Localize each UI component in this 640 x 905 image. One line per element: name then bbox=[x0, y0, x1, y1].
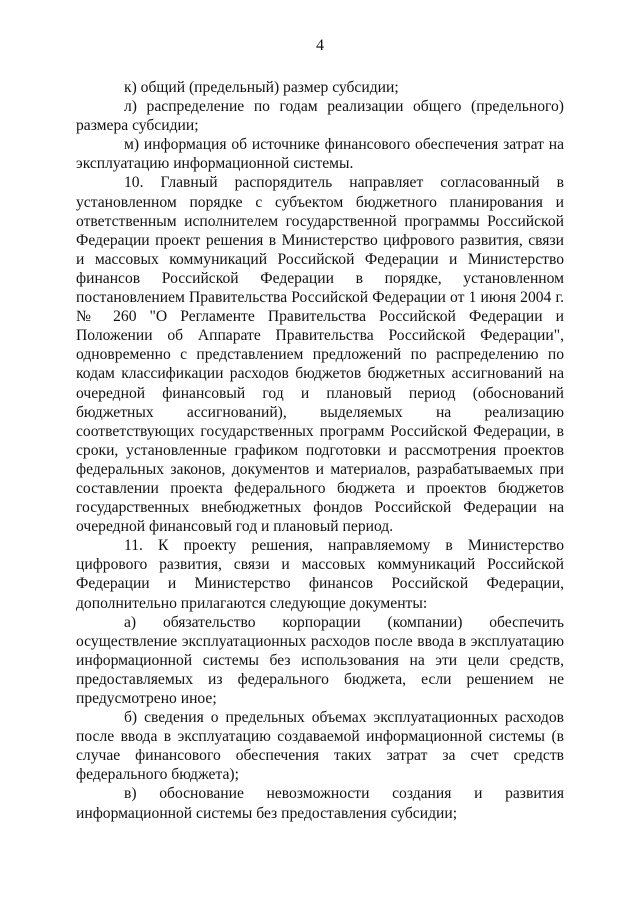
paragraph-l: л) распределение по годам реализации общего (предельного) размера субсидии; bbox=[76, 98, 564, 135]
page-number: 4 bbox=[316, 37, 324, 54]
paragraph-b: б) сведения о предельных объемах эксплуатационных расходов после ввода в эксплуатацию создаваемой информационной системы (в случае финансового обеспечения таких затрат за счет средств федерального бюджета); bbox=[76, 709, 564, 784]
paragraph-a: а) обязательство корпорации (компании) обеспечить осуществление эксплуатационных расходов после ввода в эксплуатацию информационной системы без использования на эти цели средств, предоставляемых из федерального бюджета, если решением не предусмотрено иное; bbox=[76, 613, 564, 707]
document-body bbox=[76, 78, 564, 823]
paragraph-m: м) информация об источнике финансового обеспечения затрат на эксплуатацию информационной системы. bbox=[76, 136, 564, 173]
paragraph-v: в) обоснование невозможности создания и развития информационной системы без предоставления субсидии; bbox=[76, 785, 564, 822]
paragraph-10: 10. Главный распорядитель направляет согласованный в установленном порядке с субъектом бюджетного планирования и ответственным исполнителем государственной программы Российской Федерации проект решения в Министерство цифрового развития, связи и массовых коммуникаций Российской Федерации и Министерство финансов Российской Федерации в порядке, установленном постановлением Правительства Российской Федерации от 1 июня 2004 г. № 260 "О Регламенте Правительства Российской Федерации и Положении об Аппарате Правительства Российской Федерации", одновременно с представлением предложений по распределению по кодам классификации расходов бюджетов бюджетных ассигнований на очередной финансовый год и плановый период (обоснований бюджетных ассигнований), выделяемых на реализацию соответствующих государственных программ Российской Федерации, в сроки, установленные графиком подготовки и рассмотрения проектов федеральных законов, документов и материалов, разрабатываемых при составлении проекта федерального бюджета и проектов бюджетов государственных внебюджетных фондов Российской Федерации на очередной финансовый год и плановый период. bbox=[76, 174, 564, 536]
paragraph-k: к) общий (предельный) размер субсидии; bbox=[124, 79, 399, 96]
paragraph-11: 11. К проекту решения, направляемому в Министерство цифрового развития, связи и массовых коммуникаций Российской Федерации и Министерство финансов Российской Федерации, дополнительно прилагаются следующие документы: bbox=[76, 537, 564, 612]
